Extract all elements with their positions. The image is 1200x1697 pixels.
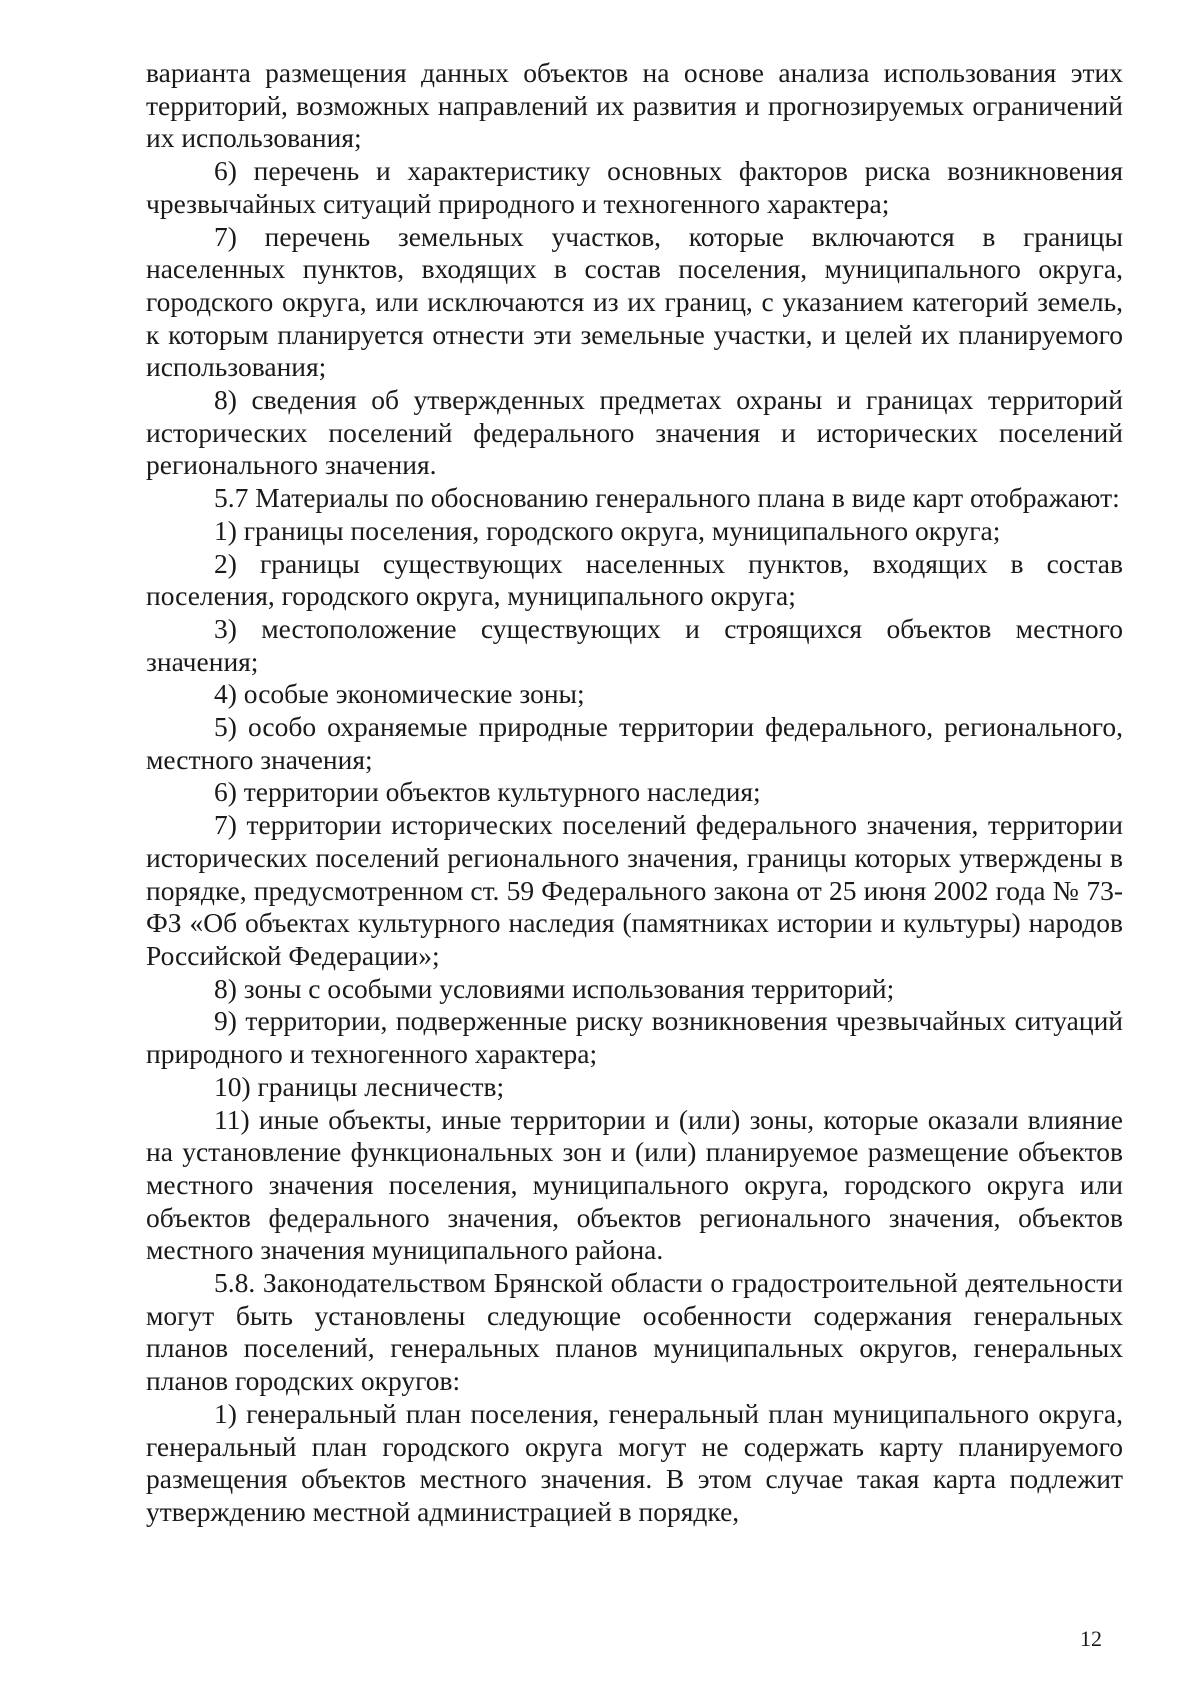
paragraph-14: 9) территории, подверженные риску возникновения чрезвычайных ситуаций природного и техногенного характера; bbox=[146, 1005, 1123, 1070]
paragraph-15: 10) границы лесничеств; bbox=[214, 1070, 505, 1102]
paragraph-11: 6) территории объектов культурного наследия; bbox=[214, 776, 761, 808]
paragraph-2: 6) перечень и характеристику основных факторов риска возникновения чрезвычайных ситуаций природного и техногенного характера; bbox=[146, 155, 1123, 219]
paragraph-12: 7) территории исторических поселений федерального значения, территории исторических поселений регионального значения, границы которых утверждены в порядке, предусмотренном ст. 59 Федерального закона от 25 июня 2002 года № 73-ФЗ «Об объектах культурного наследия (памятниках истории и культуры) народов Российской Федерации»; bbox=[146, 809, 1123, 971]
paragraph-1: варианта размещения данных объектов на основе анализа использования этих территорий, возможных направлений их развития и прогнозируемых ограничений их использования; bbox=[146, 57, 1123, 154]
paragraph-9: 4) особые экономические зоны; bbox=[214, 678, 585, 710]
document-body bbox=[146, 57, 1123, 1529]
paragraph-18: 1) генеральный план поселения, генеральный план муниципального округа, генеральный план городского округа могут не содержать карту планируемого размещения объектов местного значения. В этом случае такая карта подлежит утверждению местной администрацией в порядке, bbox=[146, 1397, 1123, 1527]
paragraph-10: 5) особо охраняемые природные территории федерального, регионального, местного значения; bbox=[146, 711, 1123, 775]
paragraph-5: 5.7 Материалы по обоснованию генерального плана в виде карт отображают: bbox=[214, 482, 1120, 514]
paragraph-4: 8) сведения об утвержденных предметах охраны и границах территорий исторических поселений федерального значения и исторических поселений регионального значения. bbox=[146, 384, 1123, 481]
paragraph-7: 2) границы существующих населенных пунктов, входящих в состав поселения, городского округа, муниципального округа; bbox=[146, 547, 1123, 612]
paragraph-17: 5.8. Законодательством Брянской области о градостроительной деятельности могут быть установлены следующие особенности содержания генеральных планов поселений, генеральных планов муниципальных округов, генеральных планов городских округов: bbox=[146, 1267, 1123, 1397]
paragraph-3: 7) перечень земельных участков, которые включаются в границы населенных пунктов, входящих в состав поселения, муниципального округа, городского округа, или исключаются из их границ, с указанием категорий земель, к которым планируется отнести эти земельные участки, и целей их планируемого использования; bbox=[146, 220, 1123, 383]
paragraph-13: 8) зоны с особыми условиями использования территорий; bbox=[214, 972, 895, 1004]
paragraph-16: 11) иные объекты, иные территории и (или) зоны, которые оказали влияние на установление функциональных зон и (или) планируемое размещение объектов местного значения поселения, муниципального округа, городского округа или объектов федерального значения, объектов регионального значения, объектов местного значения муниципального района. bbox=[146, 1103, 1123, 1266]
page-number: 12 bbox=[1080, 1626, 1102, 1651]
paragraph-6: 1) границы поселения, городского округа, муниципального округа; bbox=[214, 514, 1001, 546]
paragraph-8: 3) местоположение существующих и строящихся объектов местного значения; bbox=[146, 612, 1123, 677]
